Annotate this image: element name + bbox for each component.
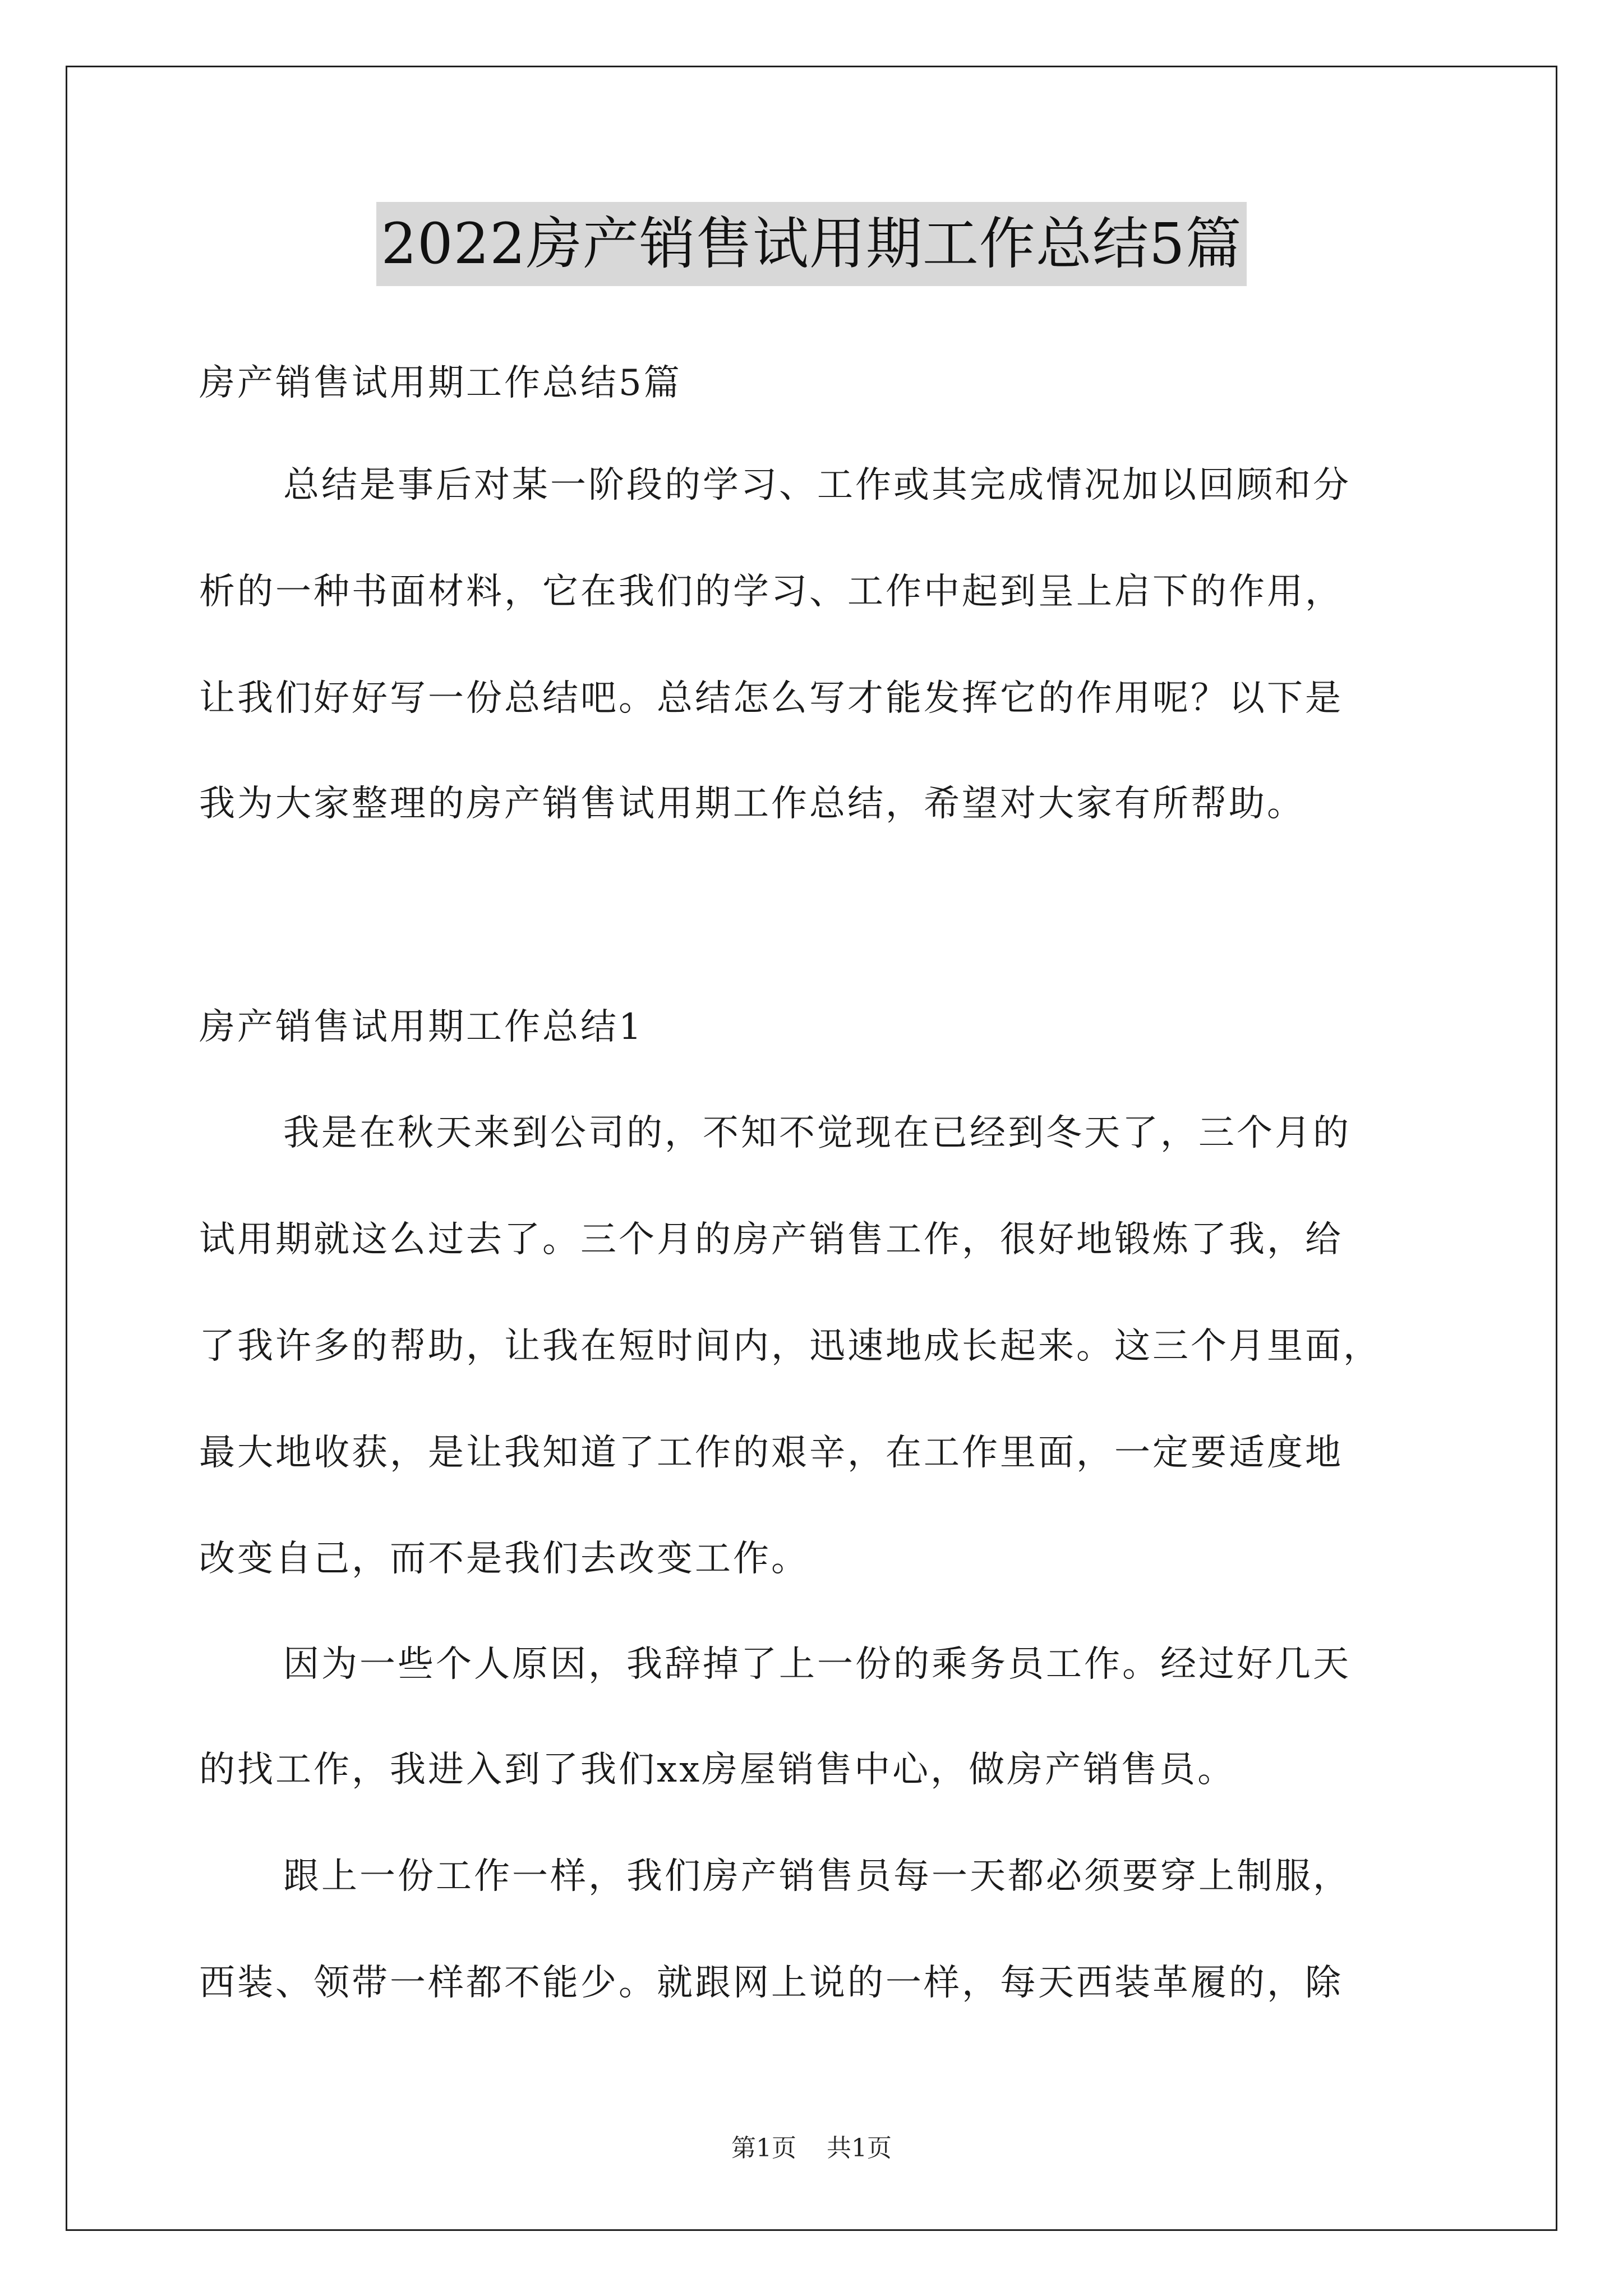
intro-line: 析的一种书面材料，它在我们的学习、工作中起到呈上启下的作用，: [199, 571, 1343, 613]
paragraph-line: 西装、领带一样都不能少。就跟网上说的一样，每天西装革履的，除: [199, 1962, 1343, 2004]
paragraph-line: 改变自己，而不是我们去改变工作。: [199, 1538, 809, 1580]
paragraph-line: 试用期就这么过去了。三个月的房产销售工作，很好地锻炼了我，给: [199, 1219, 1343, 1260]
title-container: [0, 202, 1623, 286]
section-heading: 房产销售试用期工作总结1: [199, 1006, 644, 1048]
paragraph-line: 跟上一份工作一样，我们房产销售员每一天都必须要穿上制服，: [283, 1856, 1351, 1897]
paragraph-line: 最大地收获，是让我知道了工作的艰辛，在工作里面，一定要适度地: [199, 1432, 1343, 1474]
paragraph-line: 了我许多的帮助，让我在短时间内，迅速地成长起来。这三个月里面，: [199, 1326, 1381, 1367]
intro-line: 我为大家整理的房产销售试用期工作总结，希望对大家有所帮助。: [199, 783, 1305, 825]
page-total: 共1页: [827, 2134, 892, 2162]
page-footer: [0, 2132, 1623, 2165]
document-title: 2022房产销售试用期工作总结5篇: [376, 202, 1246, 286]
paragraph-line: 我是在秋天来到公司的，不知不觉现在已经到冬天了，三个月的: [283, 1112, 1351, 1154]
intro-line: 总结是事后对某一阶段的学习、工作或其完成情况加以回顾和分: [283, 464, 1351, 506]
page-number: 第1页: [731, 2134, 796, 2162]
intro-line: 让我们好好写一份总结吧。总结怎么写才能发挥它的作用呢？以下是: [199, 678, 1343, 719]
paragraph-line: 的找工作，我进入到了我们xx房屋销售中心，做房产销售员。: [199, 1749, 1236, 1791]
paragraph-line: 因为一些个人原因，我辞掉了上一份的乘务员工作。经过好几天: [283, 1644, 1351, 1685]
document-subtitle: 房产销售试用期工作总结5篇: [199, 362, 682, 404]
